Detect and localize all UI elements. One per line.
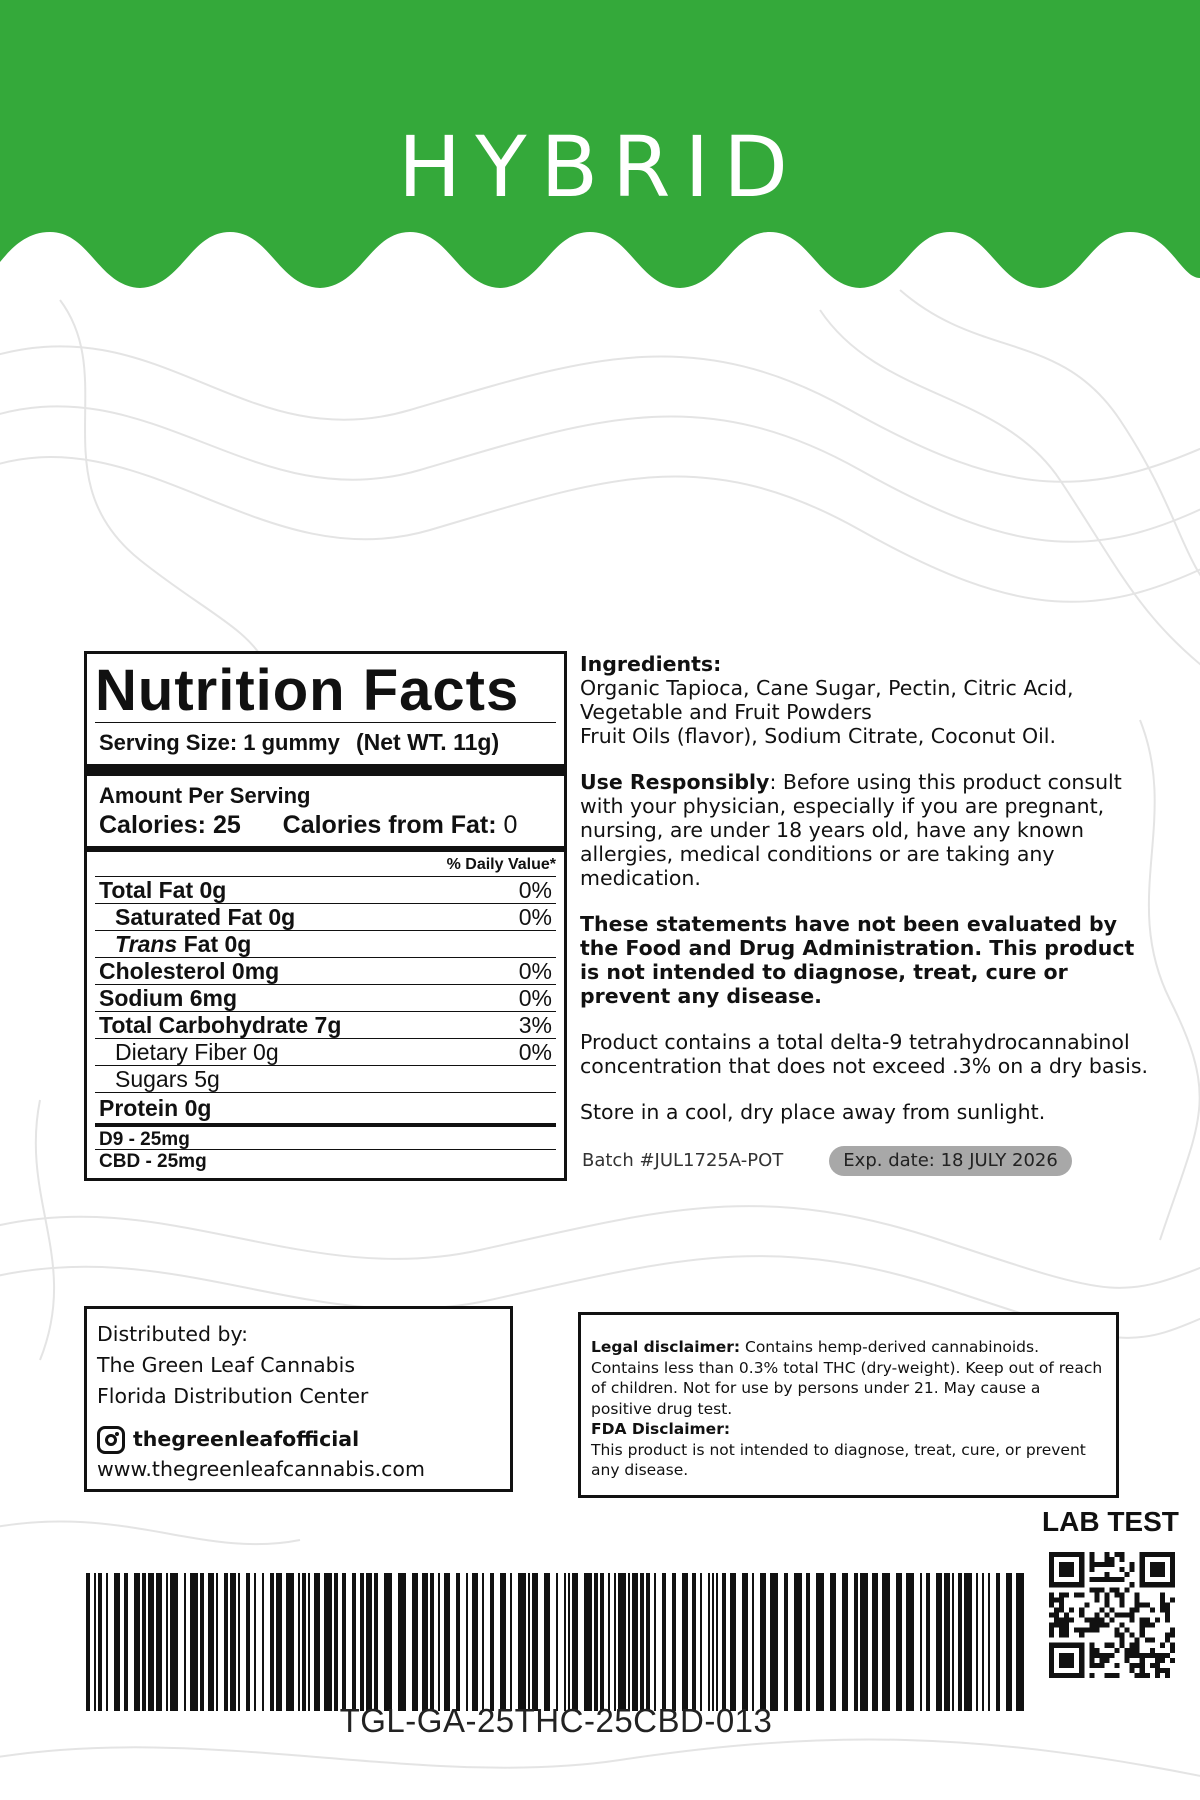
use-responsibly-text: : Before using this product consult with your physician, especially if you are pregnant, nursing, are under 18 years old, have any known allergies, medical conditions or are taking any medication.	[580, 770, 1122, 890]
amount-per-serving-label: Amount Per Serving	[99, 783, 311, 808]
distributor-center: Florida Distribution Center	[97, 1384, 369, 1408]
barcode-icon	[86, 1573, 1026, 1711]
nutrient-label: Protein 0g	[99, 1095, 212, 1121]
nutrient-row-total-carbohydrate	[95, 1011, 556, 1038]
nutrient-row-sodium	[95, 984, 556, 1011]
daily-value-header: % Daily Value*	[446, 856, 556, 873]
legal-disclaimer-text: Contains hemp-derived cannabinoids. Contains less than 0.3% total THC (dry-weight). Keep out of reach of children. Not for use by persons under 21. May cause a positive drug test.	[591, 1338, 1103, 1418]
nutrient-row-d9	[95, 1123, 556, 1149]
distributor-company: The Green Leaf Cannabis	[97, 1353, 356, 1377]
ingredients-line-1: Organic Tapioca, Cane Sugar, Pectin, Citric Acid,	[580, 676, 1074, 700]
ingredients-line-3: Fruit Oils (flavor), Sodium Citrate, Coconut Oil.	[580, 724, 1057, 748]
nutrition-facts-panel	[84, 651, 567, 1181]
divider-thick	[87, 764, 564, 776]
website-link[interactable]: www.thegreenleafcannabis.com	[97, 1457, 425, 1481]
product-type-title: HYBRID	[398, 118, 802, 216]
qr-code-icon[interactable]	[1049, 1552, 1175, 1678]
nutrient-percent: 0%	[518, 877, 552, 903]
nutrient-label: Total Carbohydrate 7g	[99, 1012, 342, 1038]
instagram-handle-text: thegreenleafofficial	[133, 1427, 360, 1451]
nutrient-label: Sodium 6mg	[99, 985, 238, 1011]
ingredients-heading: Ingredients:	[580, 652, 722, 676]
nutrient-percent: 3%	[518, 1012, 552, 1038]
nutrient-row-dietary-fiber	[95, 1038, 556, 1065]
calories-label: Calories:	[99, 811, 206, 839]
use-responsibly-section	[580, 770, 1160, 890]
use-responsibly-heading: Use Responsibly	[580, 770, 770, 794]
calories-from-fat-value: 0	[503, 811, 518, 839]
nutrient-row-trans-fat	[95, 930, 556, 957]
legal-disclaimer	[591, 1337, 1106, 1419]
nutrient-row-protein	[95, 1092, 556, 1123]
barcode-number: TGL-GA-25THC-25CBD-013	[339, 1702, 773, 1739]
nutrient-label: Cholesterol 0mg	[99, 958, 280, 984]
serving-size	[95, 722, 556, 764]
nutrient-label: Saturated Fat 0g	[115, 904, 296, 930]
nutrient-percent: 0%	[518, 985, 552, 1011]
amount-per-serving-section	[95, 776, 556, 846]
serving-size-text: Serving Size: 1 gummy	[99, 730, 340, 755]
ingredients-section	[580, 652, 1160, 748]
nutrient-percent: 0%	[518, 904, 552, 930]
nutrient-label: Total Fat 0g	[99, 877, 227, 903]
nutrient-row-total-fat	[95, 876, 556, 903]
ingredients-line-2: Vegetable and Fruit Powders	[580, 700, 872, 724]
calories-value: 25	[212, 811, 241, 839]
nutrient-row-cholesterol	[95, 957, 556, 984]
instagram-handle[interactable]	[97, 1424, 500, 1455]
net-weight: (Net WT. 11g)	[355, 729, 500, 755]
nutrient-label: Trans Fat 0g	[115, 931, 252, 957]
nutrient-label: CBD - 25mg	[99, 1151, 207, 1172]
distributor-box	[84, 1306, 513, 1492]
thc-statement: Product contains a total delta-9 tetrahydrocannabinol concentration that does not exceed .3% on a dry basis.	[580, 1030, 1149, 1078]
legal-disclaimer-box	[578, 1312, 1119, 1498]
nutrient-percent: 0%	[518, 1039, 552, 1065]
nutrient-row-saturated-fat	[95, 903, 556, 930]
nutrient-label: Dietary Fiber 0g	[115, 1039, 279, 1065]
calories-from-fat-label: Calories from Fat:	[282, 811, 497, 839]
nutrient-row-sugars	[95, 1065, 556, 1092]
instagram-icon	[97, 1426, 125, 1454]
batch-row	[580, 1146, 1160, 1176]
nutrient-row-cbd	[95, 1149, 556, 1173]
nutrient-percent: 0%	[518, 958, 552, 984]
calories-line	[99, 810, 556, 840]
lab-test-label: LAB TEST	[1042, 1506, 1179, 1537]
fda-disclaimer-heading: FDA Disclaimer:	[591, 1420, 731, 1438]
nutrient-label: Sugars 5g	[115, 1066, 220, 1092]
batch-number: Batch #JUL1725A-POT	[582, 1150, 784, 1171]
product-info-column	[580, 652, 1160, 1176]
expiration-date-badge: Exp. date: 18 JULY 2026	[829, 1146, 1072, 1176]
fda-disclaimer-text: This product is not intended to diagnose, treat, cure, or prevent any disease.	[591, 1440, 1086, 1479]
legal-disclaimer-heading: Legal disclaimer:	[591, 1338, 741, 1356]
distributor-heading: Distributed by:	[97, 1322, 249, 1346]
fda-statement: These statements have not been evaluated by the Food and Drug Administration. This product is not intended to diagnose, treat, cure or prevent any disease.	[580, 912, 1135, 1008]
nutrition-facts-title: Nutrition Facts	[95, 658, 520, 723]
storage-instructions: Store in a cool, dry place away from sunlight.	[580, 1100, 1046, 1124]
nutrient-label: D9 - 25mg	[99, 1129, 190, 1150]
